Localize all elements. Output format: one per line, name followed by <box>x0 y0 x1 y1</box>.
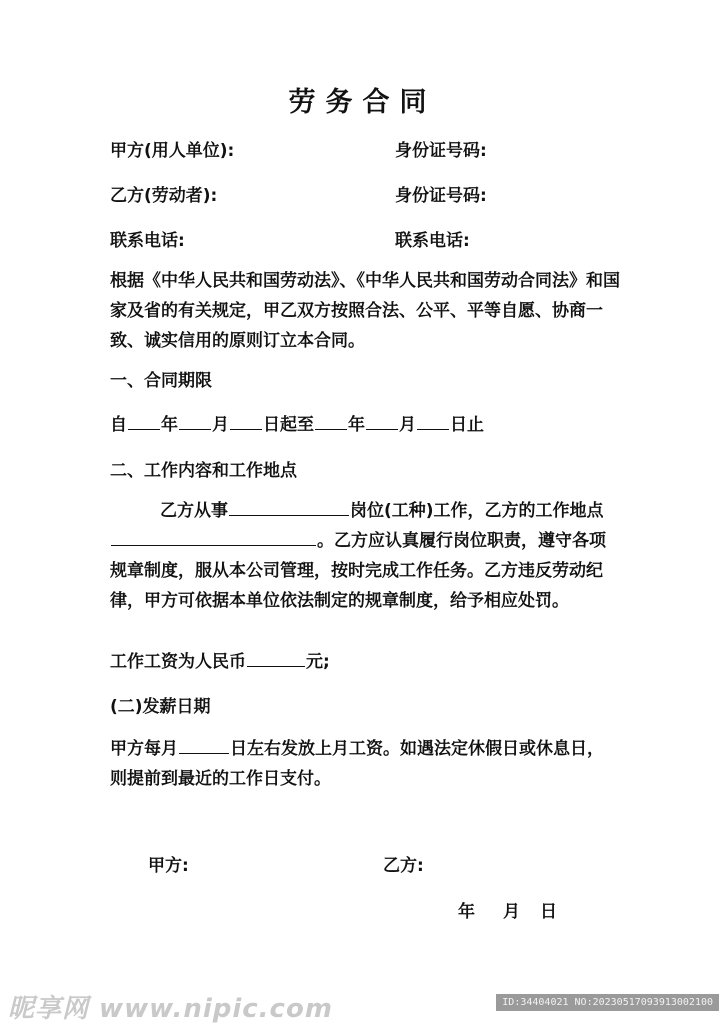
term-start-to: 日起至 <box>263 415 314 435</box>
party-b-label: 乙方(劳动者): <box>110 186 218 206</box>
section-pay-title: (二)发薪日期 <box>110 697 211 717</box>
sign-party-a: 甲方: <box>148 856 189 876</box>
date-year: 年 <box>458 902 475 922</box>
term-year-2: 年 <box>348 415 365 435</box>
phone-b-label: 联系电话: <box>395 231 470 251</box>
blank-location <box>111 544 316 546</box>
salary-line <box>110 647 330 672</box>
party-a-label: 甲方(用人单位): <box>110 141 235 161</box>
blank-position <box>229 514 349 516</box>
blank-start-year <box>128 428 160 430</box>
watermark-logo: 昵享网 www.nipic.com <box>8 994 333 1024</box>
party-a-id-label: 身份证号码: <box>395 141 487 161</box>
date-day: 日 <box>540 902 557 922</box>
work-text-3: 点 <box>586 501 604 521</box>
party-b-id-label: 身份证号码: <box>395 186 487 206</box>
watermark-id: ID:34404021 NO:20230517093913002100 <box>496 994 719 1011</box>
work-text-1: 乙方从事 <box>160 501 228 521</box>
blank-start-month <box>179 428 211 430</box>
blank-pay-day <box>179 752 229 754</box>
work-text-2: 岗位(工种)工作，乙方的工作地 <box>350 501 587 521</box>
page-title: 劳务合同 <box>288 87 437 118</box>
sign-party-b: 乙方: <box>383 856 424 876</box>
blank-start-day <box>230 428 262 430</box>
work-paragraph <box>110 496 620 616</box>
term-year-1: 年 <box>161 415 178 435</box>
blank-end-day <box>417 428 449 430</box>
intro-paragraph: 根据《中华人民共和国劳动法》、《中华人民共和国劳动合同法》和国家及省的有关规定，甲乙双方按照合法、公平、平等自愿、协商一致、诚实信用的原则订立本合同。 <box>110 271 620 351</box>
term-from: 自 <box>110 415 127 435</box>
section-work-title: 二、工作内容和工作地点 <box>110 461 297 481</box>
salary-prefix: 工作工资为人民币 <box>110 652 246 672</box>
blank-end-year <box>315 428 347 430</box>
term-end: 日止 <box>450 415 484 435</box>
pay-paragraph <box>110 734 620 794</box>
term-month-2: 月 <box>399 415 416 435</box>
section-term-title: 一、合同期限 <box>110 371 212 391</box>
term-line <box>110 410 484 435</box>
blank-salary <box>247 665 305 667</box>
date-month: 月 <box>503 902 520 922</box>
term-month-1: 月 <box>212 415 229 435</box>
salary-suffix: 元; <box>306 652 330 672</box>
phone-a-label: 联系电话: <box>110 231 185 251</box>
pay-prefix: 甲方每月 <box>110 739 178 759</box>
pay-suffix: 日左右发放上月工资。如遇法定休假日或休息日，则提前到最近的工作日支付。 <box>110 739 604 789</box>
blank-end-month <box>366 428 398 430</box>
work-text-4: 。乙方应认真履行岗位职责，遵守各项规章制度，服从本公司管理，按时完成工作任务。乙方违反劳动纪律，甲方可依据本单位依法制定的规章制度，给予相应处罚。 <box>110 531 606 611</box>
